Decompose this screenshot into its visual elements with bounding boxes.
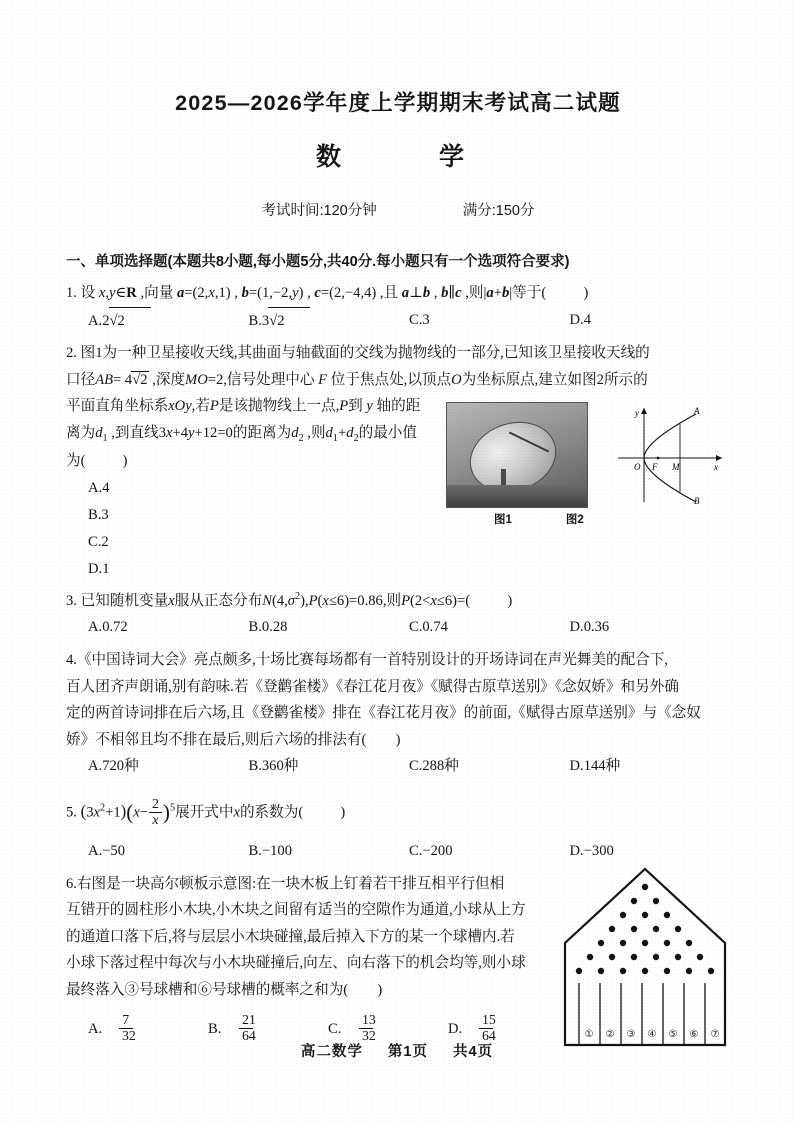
question-3-options — [66, 614, 730, 642]
question-4-line3: 定的两首诗词排在后六场,且《登鹳雀楼》排在《春江花月夜》的前面,《赋得古原草送别》与《念奴 — [66, 705, 701, 722]
subject-title: 数 学 — [315, 143, 480, 171]
slot-1-label: ① — [584, 1028, 594, 1040]
exam-score: 满分:150分 — [462, 203, 535, 219]
section-heading: 一、单项选择题(本题共8小题,每小题5分,共40分.每小题只有一个选项符合要求) — [66, 254, 570, 270]
question-4-line1: 4.《中国诗词大会》亮点颇多,十场比赛每场都有一首特别设计的开场诗词在声光舞美的配合下, — [66, 652, 669, 669]
option-c[interactable]: C.2 — [88, 533, 109, 550]
question-6-line1: 6.右图是一块高尔顿板示意图:在一块木板上钉着若干排互相平行但相 — [66, 875, 505, 892]
question-3-number: 3. — [66, 592, 77, 609]
option-c[interactable]: C.0.74 — [409, 619, 448, 636]
question-4 — [66, 647, 730, 781]
question-1 — [66, 280, 730, 335]
question-2 — [66, 340, 730, 583]
question-6-line2: 互错开的圆柱形小木块,小木块之间留有适当的空隙作为通道,小球从上方 — [66, 902, 526, 919]
parabola-svg — [610, 402, 730, 506]
exam-time: 考试时间:120分钟 — [261, 203, 377, 219]
slot-2-label: ② — [605, 1028, 615, 1040]
question-5-options — [66, 838, 730, 866]
question-6-line4: 小球下落过程中每次与小木块碰撞后,向左、向右落下的机会均等,则小球 — [66, 955, 526, 972]
slot-4-label: ④ — [647, 1028, 657, 1040]
question-2-line5: 为( ) — [66, 453, 128, 470]
option-d[interactable]: D.144种 — [569, 758, 621, 775]
parabola-diagram — [610, 402, 730, 506]
option-d[interactable]: D.0.36 — [569, 619, 610, 636]
figure-captions — [446, 510, 730, 531]
option-d[interactable]: D.−300 — [569, 842, 614, 859]
option-a[interactable]: A. $\frac{7}{32}$ — [88, 1013, 136, 1045]
satellite-dish-photo — [446, 402, 588, 508]
option-b[interactable]: B.3√2 — [249, 307, 410, 336]
option-a[interactable]: A.0.72 — [88, 619, 128, 636]
option-c[interactable]: C.−200 — [409, 842, 453, 859]
svg-text:O: O — [634, 462, 641, 473]
svg-text:A: A — [694, 406, 700, 417]
svg-text:B: B — [694, 496, 700, 507]
option-a[interactable]: A.4 — [88, 479, 110, 496]
question-5-text: 5. $(3x^2+1)(x-$ $\frac{2}{x}$ )$^5$展开式中x的系数为( ) — [66, 797, 346, 829]
question-6 — [66, 871, 730, 1051]
question-5-number: 5. — [66, 804, 77, 821]
question-2-line1: 2. 图1为一种卫星接收天线,其曲面与轴截面的交线为抛物线的一部分,已知该卫星接收天线的 — [66, 345, 650, 362]
svg-text:x: x — [714, 462, 718, 473]
question-2-line3: 平面直角坐标系xOy,若P是该抛物线上一点,P到 y 轴的距 — [66, 398, 421, 415]
option-b[interactable]: B.360种 — [248, 758, 299, 775]
svg-text:F: F — [652, 462, 658, 473]
option-d[interactable]: D.4 — [569, 311, 591, 328]
option-b[interactable]: B. $\frac{21}{64}$ — [208, 1013, 256, 1045]
footer-page: 第1页 — [387, 1044, 428, 1060]
page-title: 2025—2026学年度上学期期末考试高二试题 — [175, 91, 621, 115]
option-c[interactable]: C. $\frac{13}{32}$ — [328, 1013, 376, 1045]
option-b[interactable]: B.0.28 — [248, 619, 288, 636]
footer-subject: 高二数学 — [300, 1044, 363, 1060]
galton-board-figure — [560, 865, 730, 1061]
slot-5-label: ⑤ — [668, 1028, 678, 1040]
question-4-line2: 百人团齐声朗诵,别有韵味.若《登鹳雀楼》《春江花月夜》《赋得古原草送别》《念奴娇》和另外确 — [66, 678, 679, 695]
question-2-number: 2. — [66, 345, 77, 362]
question-1-text: 1. 设 x,y∈R ,向量 a=(2,x,1) , b=(1,−2,y) , c=(2,−4,4) ,且 a⊥b , b∥c ,则|a+b|等于( ) — [66, 285, 589, 301]
svg-text:y: y — [635, 408, 639, 419]
option-c[interactable]: C.288种 — [409, 758, 459, 775]
option-c[interactable]: C.3 — [409, 311, 430, 328]
slot-7-label: ⑦ — [710, 1028, 720, 1040]
exam-meta — [66, 199, 730, 220]
option-a[interactable]: A.−50 — [88, 842, 126, 859]
option-a[interactable]: A.720种 — [88, 758, 139, 775]
question-2-line4: 离为$d_1$ ,到直线3x+4y+12=0的距离为$d_2$ ,则$d_1+d_2$的最小值 — [66, 424, 417, 444]
svg-text:M: M — [672, 462, 680, 473]
question-4-number: 4. — [66, 652, 77, 669]
question-2-figures — [446, 402, 730, 531]
question-3 — [66, 588, 730, 642]
slot-3-label: ③ — [626, 1028, 636, 1040]
question-5 — [66, 787, 730, 866]
question-1-options — [66, 307, 730, 336]
photo-ground — [447, 485, 587, 507]
option-a[interactable]: A.2√2 — [88, 307, 249, 336]
option-b[interactable]: B.3 — [88, 506, 109, 523]
question-2-line2: 口径AB= 4√2 ,深度MO=2,信号处理中心 F 位于焦点处,以顶点O为坐标原点,建立如图2所示的 — [66, 371, 648, 388]
question-6-number: 6. — [66, 875, 77, 892]
option-b[interactable]: B.−100 — [248, 842, 293, 859]
question-6-line5: 最终落入③号球槽和⑥号球槽的概率之和为( ) — [66, 981, 383, 998]
option-d[interactable]: D. $\frac{15}{64}$ — [448, 1013, 496, 1045]
figure-1-caption: 图1 — [494, 514, 512, 527]
page-content — [66, 86, 730, 1056]
page-footer — [0, 1040, 794, 1061]
question-4-line4: 娇》不相邻且均不排在最后,则后六场的排法有( ) — [66, 731, 401, 748]
question-3-text: 3. 已知随机变量x服从正态分布$N(4,\sigma^2),P(x\le 6)=0.86$,则P(2<x≤6)=( ) — [66, 591, 513, 609]
slot-6-label: ⑥ — [689, 1028, 699, 1040]
option-d[interactable]: D.1 — [88, 560, 110, 577]
galton-board-svg — [560, 865, 730, 1051]
question-4-options — [66, 753, 730, 781]
figure-2-caption: 图2 — [565, 514, 584, 527]
question-1-number: 1. — [66, 285, 77, 301]
question-6-line3: 的通道口落下后,将与层层小木块碰撞,最后掉入下方的某一个球槽内.若 — [66, 928, 515, 945]
footer-total: 共4页 — [453, 1044, 494, 1060]
